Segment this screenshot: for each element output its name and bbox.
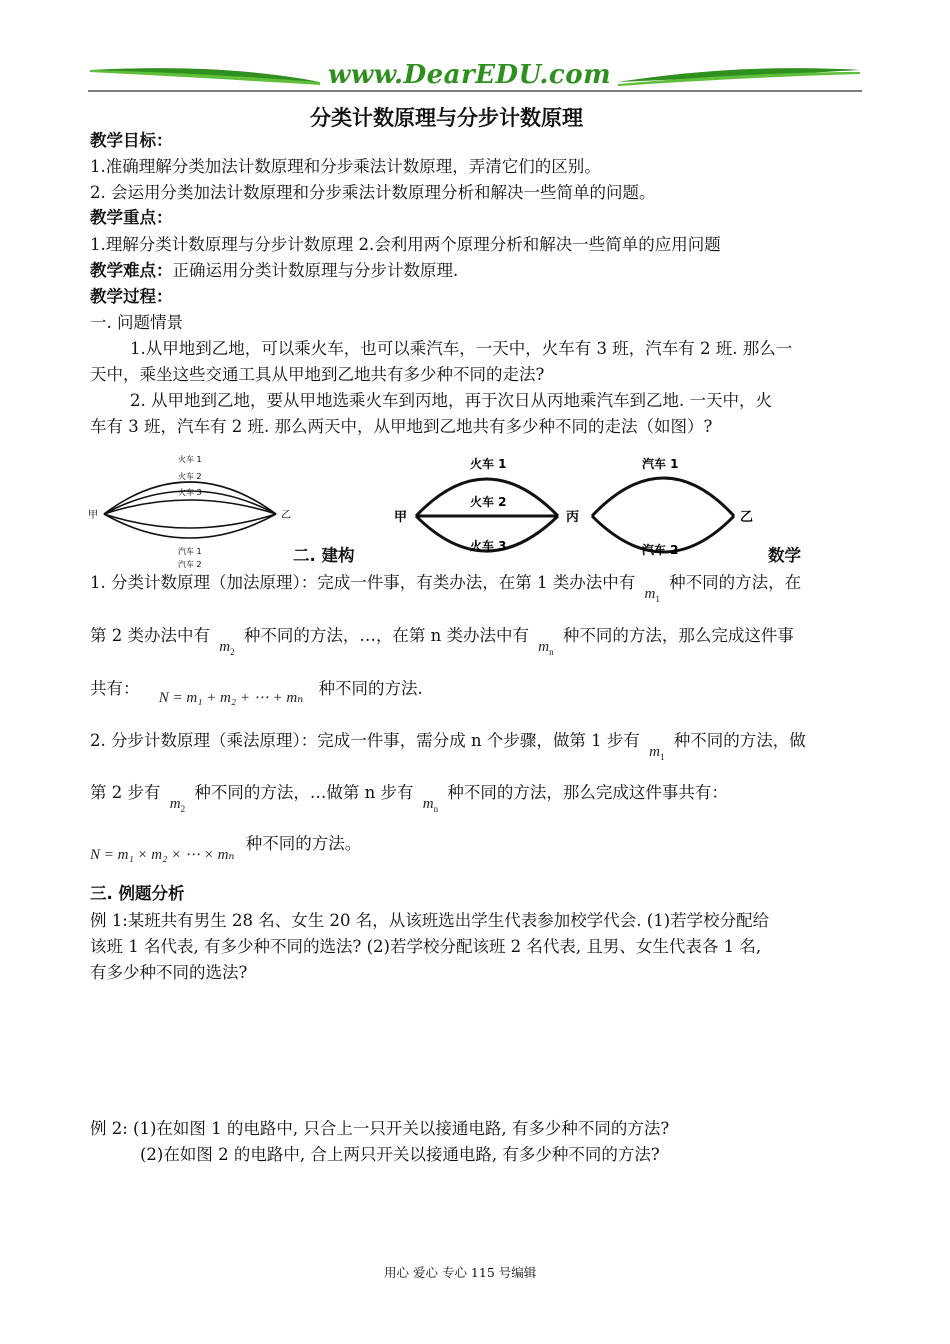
example2-line2: (2)在如图 2 的电路中, 合上两只开关以接通电路, 有多少种不同的方法? xyxy=(140,1145,660,1164)
section2-side-label: 数学 xyxy=(768,546,801,565)
principle2-text: 2. 分步计数原理（乘法原理）：完成一件事，需分成 n 个步骤，做第 1 步有 xyxy=(90,731,640,750)
addition-formula: N = m₁ + m₂ + ⋯ + mₙ xyxy=(158,690,304,706)
example2-line1: 例 2: (1)在如图 1 的电路中, 只合上一只开关以接通电路, 有多少种不同的方法? xyxy=(90,1119,670,1138)
math-m2: $m_2$ xyxy=(219,639,235,657)
principle2-line3 xyxy=(90,834,362,863)
multiplication-formula: N = m₁ × m₂ × ⋯ × mₙ xyxy=(90,847,235,863)
difficulty-heading: 教学难点： xyxy=(90,261,173,280)
principle1-text: 种不同的方法，在 xyxy=(669,573,802,592)
principle2-text: 种不同的方法，那么完成这件事共有： xyxy=(447,783,728,802)
math-m2: $m_2$ xyxy=(169,796,186,814)
principle2-text: 种不同的方法。 xyxy=(245,834,362,853)
math-m1: $m_1$ xyxy=(649,744,665,762)
principle1-text: 种不同的方法，那么完成这件事 xyxy=(562,626,794,645)
page-footer: 用心 爱心 专心 115 号编辑 xyxy=(384,1265,537,1280)
example1-line2: 该班 1 名代表, 有多少种不同的选法? (2)若学校分配该班 2 名代表, 且男、女生代表各 1 名, xyxy=(90,937,762,956)
header-banner xyxy=(88,58,862,98)
math-mn: $m_n$ xyxy=(538,639,554,657)
math-mn: $m_n$ xyxy=(422,796,439,814)
fig1-route-label: 汽车 1 xyxy=(178,547,202,556)
section3-heading: 三. 例题分析 xyxy=(90,884,185,903)
goal-item-2: 2. 会运用分类加法计数原理和分步乘法计数原理分析和解决一些简单的问题。 xyxy=(90,183,656,202)
section1-heading: 一. 问题情景 xyxy=(90,313,183,332)
fig2-end-label: 乙 xyxy=(740,510,754,525)
fig1-end-label: 乙 xyxy=(281,510,291,521)
fig2-train-label: 火车 3 xyxy=(470,539,507,553)
principle2-line2 xyxy=(90,783,728,814)
principle2-text: 种不同的方法，做 xyxy=(673,731,806,750)
question1-line2: 天中，乘坐这些交通工具从甲地到乙地共有多少种不同的走法? xyxy=(90,365,545,384)
principle1-line1 xyxy=(90,573,802,604)
keypoints-heading: 教学重点： xyxy=(90,208,173,227)
principle1-text: 种不同的方法，…，在第 n 类办法中有 xyxy=(243,626,529,645)
site-logo: www.DearEDU.com xyxy=(328,60,612,90)
route-bus-1 xyxy=(592,478,734,516)
figure1-routes-diagram xyxy=(86,450,306,572)
fig1-route-label: 火车 2 xyxy=(178,472,202,481)
process-heading: 教学过程： xyxy=(90,287,173,306)
section2-heading: 二. 建构 xyxy=(293,546,355,565)
figure2-routes-diagram xyxy=(392,448,762,560)
principle2-text: 种不同的方法，…做第 n 步有 xyxy=(194,783,414,802)
route-train-1 xyxy=(104,482,276,514)
question2-line1: 2. 从甲地到乙地，要从甲地选乘火车到丙地，再于次日从丙地乘汽车到乙地. 一天中，火 xyxy=(130,391,772,410)
math-m1: $m_1$ xyxy=(644,586,660,604)
principle2-line1 xyxy=(90,731,806,762)
difficulty-text: 正确运用分类计数原理与分步计数原理. xyxy=(172,261,459,280)
fig2-bus-label: 汽车 2 xyxy=(642,543,679,557)
route-bus-2 xyxy=(104,514,276,538)
example1-line1: 例 1:某班共有男生 28 名、女生 20 名，从该班选出学生代表参加校学代会. (1)若学校分配给 xyxy=(90,911,770,930)
principle1-text: 种不同的方法. xyxy=(318,679,423,698)
example1-line3: 有多少种不同的选法? xyxy=(90,963,248,982)
principle1-line3 xyxy=(90,679,423,706)
principle1-text: 1. 分类计数原理（加法原理）：完成一件事，有类办法，在第 1 类办法中有 xyxy=(90,573,636,592)
question1-line1: 1.从甲地到乙地，可以乘火车，也可以乘汽车，一天中，火车有 3 班，汽车有 2 班. 那么一 xyxy=(130,339,793,358)
fig2-start-label: 甲 xyxy=(394,510,408,525)
page-title: 分类计数原理与分步计数原理 xyxy=(310,106,583,130)
goals-heading: 教学目标： xyxy=(90,131,173,150)
principle1-text: 共有： xyxy=(90,679,140,698)
fig2-bus-label: 汽车 1 xyxy=(642,457,679,471)
question2-line2: 车有 3 班，汽车有 2 班. 那么两天中，从甲地到乙地共有多少种不同的走法（如图）? xyxy=(90,417,713,436)
keypoints-text: 1.理解分类计数原理与分步计数原理 2.会利用两个原理分析和解决一些简单的应用问题 xyxy=(90,235,721,254)
fig1-route-label: 火车 1 xyxy=(178,455,202,464)
goal-item-1: 1.准确理解分类加法计数原理和分步乘法计数原理，弄清它们的区别。 xyxy=(90,157,601,176)
principle1-text: 第 2 类办法中有 xyxy=(90,626,210,645)
fig1-route-label: 汽车 2 xyxy=(178,560,202,569)
fig1-route-label: 火车 3 xyxy=(178,488,202,497)
principle1-line2 xyxy=(90,626,794,657)
fig2-train-label: 火车 2 xyxy=(470,495,507,509)
fig2-mid-label: 丙 xyxy=(566,510,580,525)
difficulty-line xyxy=(90,261,458,281)
fig1-start-label: 甲 xyxy=(88,510,98,521)
fig2-train-label: 火车 1 xyxy=(470,457,507,471)
principle2-text: 第 2 步有 xyxy=(90,783,161,802)
